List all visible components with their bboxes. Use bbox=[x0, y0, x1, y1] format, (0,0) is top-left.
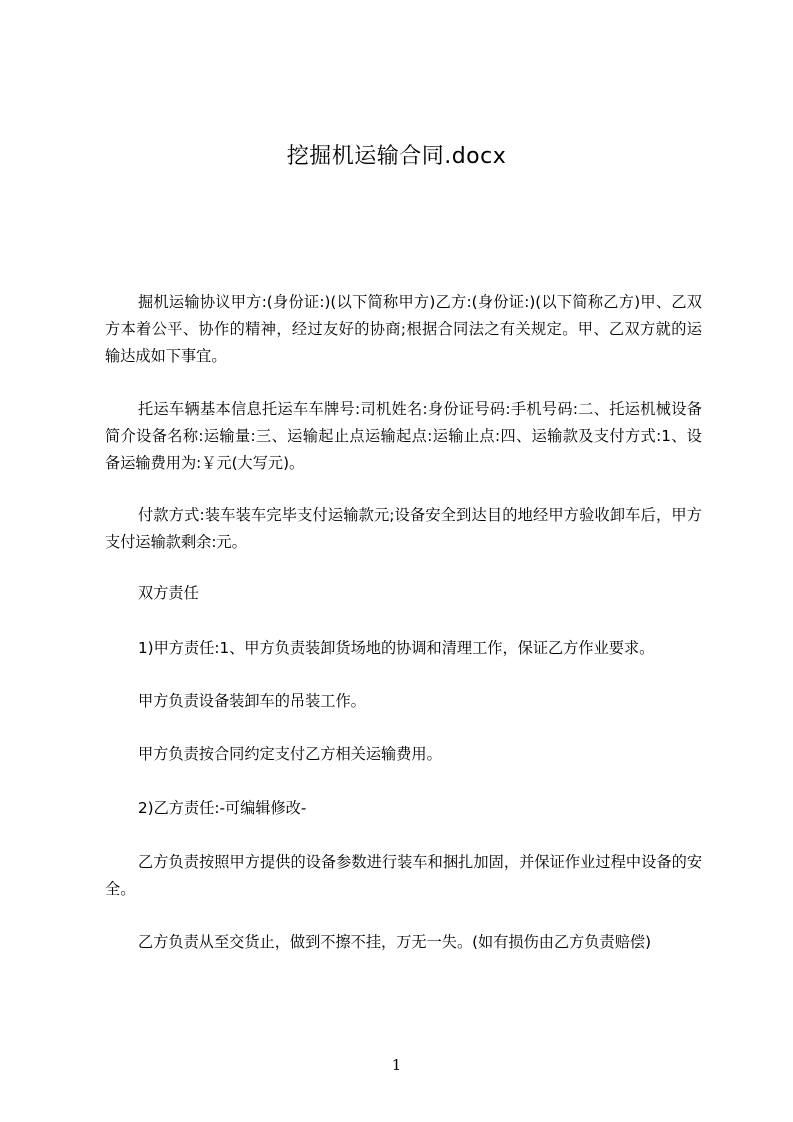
paragraph-party-a-responsibility-1: 1)甲方责任:1、甲方负责装卸货场地的协调和清理工作，保证乙方作业要求。 bbox=[138, 639, 655, 657]
paragraph-party-b-responsibility-2: 乙方负责从至交货止，做到不擦不挂，万无一失。(如有损伤由乙方负责赔偿) bbox=[138, 933, 652, 951]
paragraph-payment-method: 付款方式:装车装车完毕支付运输款元;设备安全到达目的地经甲方验收卸车后，甲方支付运输款剩余:元。 bbox=[105, 506, 702, 551]
paragraph-party-a-responsibility-2: 甲方负责设备装卸车的吊装工作。 bbox=[138, 692, 366, 710]
paragraph-party-b-responsibility-1: 乙方负责按照甲方提供的设备参数进行装车和捆扎加固，并保证作业过程中设备的安全。 bbox=[105, 853, 702, 898]
paragraph-party-a-responsibility-3: 甲方负责按合同约定支付乙方相关运输费用。 bbox=[138, 745, 442, 763]
paragraph-party-b-heading: 2)乙方责任:-可编辑修改- bbox=[138, 799, 307, 817]
document-title: 挖掘机运输合同.docx bbox=[286, 144, 507, 169]
paragraph-vehicle-info: 托运车辆基本信息托运车车牌号:司机姓名:身份证号码:手机号码:二、托运机械设备简介设备名称:运输量:三、运输起止点运输起点:运输止点:四、运输款及支付方式:1、设备运输费用为:￥元(大写元)。 bbox=[105, 400, 702, 472]
section-heading-responsibilities: 双方责任 bbox=[138, 584, 199, 602]
page-number: 1 bbox=[391, 1056, 402, 1074]
paragraph-agreement-intro: 掘机运输协议甲方:(身份证:)(以下简称甲方)乙方:(身份证:)(以下简称乙方)甲、乙双方本着公平、协作的精神，经过友好的协商;根据合同法之有关规定。甲、乙双方就的运输达成如下事宜。 bbox=[105, 293, 702, 365]
